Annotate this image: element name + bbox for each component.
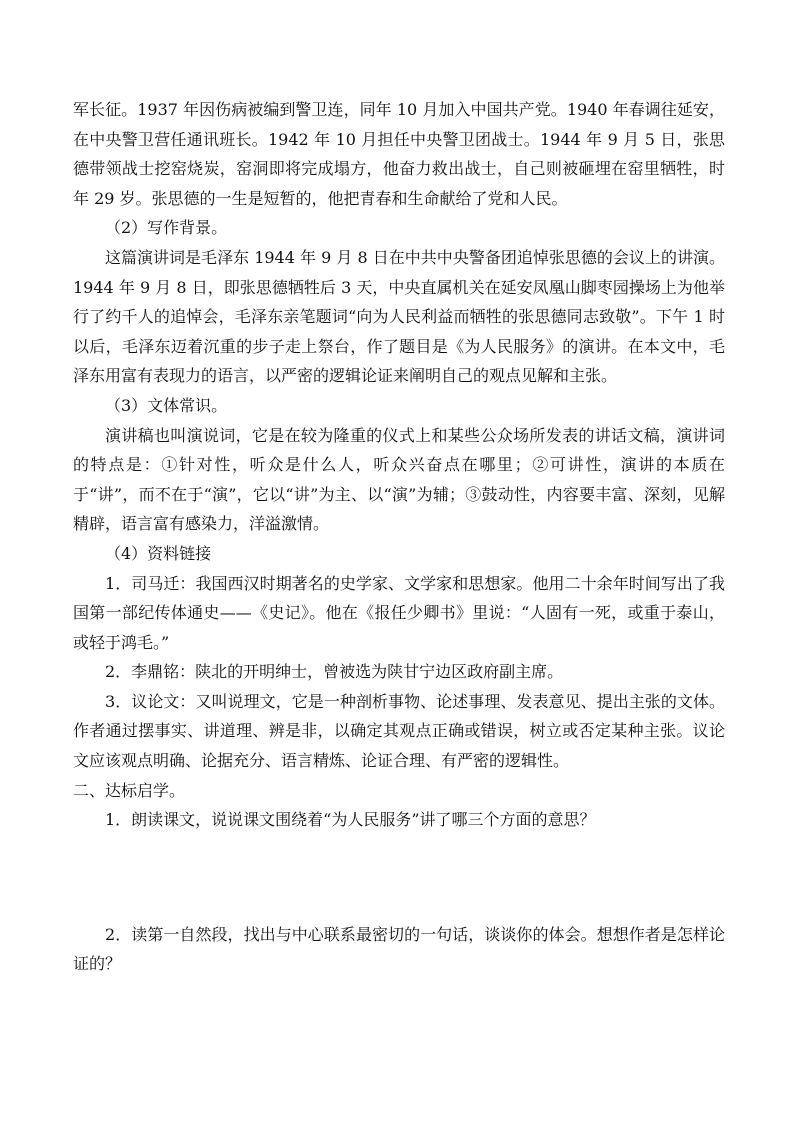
bio-continuation: 军长征。1937 年因伤病被编到警卫连，同年 10 月加入中国共产党。1940 年春调往延安，在中央警卫营任通讯班长。1942 年 10 月担任中央警卫团战士。1944 年 9 月 5 日，张思德带领战士挖窑烧炭，窑洞即将完成塌方，他奋力救出战士，自己则被砸埋在窑里牺牲，时年 29 岁。张思德的一生是短暂的，他把青春和生命献给了党和人民。 [73, 100, 725, 208]
background-paragraph: 这篇演讲词是毛泽东 1944 年 9 月 8 日在中共中央警备团追悼张思德的会议上的讲演。1944 年 9 月 8 日，即张思德牺牲后 3 天，中央直属机关在延安凤凰山脚枣园操场上为他举行了约千人的追悼会，毛泽东亲笔题词“向为人民利益而牺牲的张思德同志致敬”。下午 1 时以后，毛泽东迈着沉重的步子走上祭台，作了题目是《为人民服务》的演讲。在本文中，毛泽东用富有表现力的语言，以严密的逻辑论证来阐明自己的观点见解和主张。 [73, 247, 725, 386]
answer-space-1 [73, 835, 725, 897]
document-page [73, 95, 725, 979]
section2-heading: 二、达标启学。 [73, 780, 186, 800]
link-item-argumentative-essay: 3．议论文：又叫说理文，它是一种剖析事物、论述事理、发表意见、提出主张的文体。作者通过摆事实、讲道理、辨是非，以确定其观点正确或错误，树立或否定某种主张。议论文应该观点明确、论据充分、语言精炼、论证合理、有严密的逻辑性。 [73, 691, 725, 771]
genre-paragraph: 演讲稿也叫演说词，它是在较为隆重的仪式上和某些公众场所发表的讲话文稿，演讲词的特点是：①针对性，听众是什么人，听众兴奋点在哪里；②可讲性，演讲的本质在于“讲”，而不在于“演”，它以“讲”为主、以“演”为辅；③鼓动性，内容要丰富、深刻，见解精辟，语言富有感染力，洋溢激情。 [73, 425, 725, 534]
question-1: 1．朗读课文，说说课文围绕着“为人民服务”讲了哪三个方面的意思？ [105, 810, 596, 830]
question-2: 2．读第一自然段，找出与中心联系最密切的一句话，谈谈你的体会。想想作者是怎样论证的？ [73, 924, 725, 974]
answer-space-1b [73, 897, 725, 920]
background-heading: （2）写作背景。 [105, 218, 228, 238]
genre-heading: （3）文体常识。 [105, 395, 228, 415]
link-item-li-dingming: 2．李鼎铭：陕北的开明绅士，曾被选为陕甘宁边区政府副主席。 [105, 662, 564, 682]
link-item-sima-qian: 1．司马迁：我国西汉时期著名的史学家、文学家和思想家。他用二十余年时间写出了我国第一部纪传体通史——《史记》。他在《报任少卿书》里说：“人固有一死，或重于泰山，或轻于鸿毛。” [73, 573, 725, 652]
links-heading: （4）资料链接 [105, 543, 212, 563]
